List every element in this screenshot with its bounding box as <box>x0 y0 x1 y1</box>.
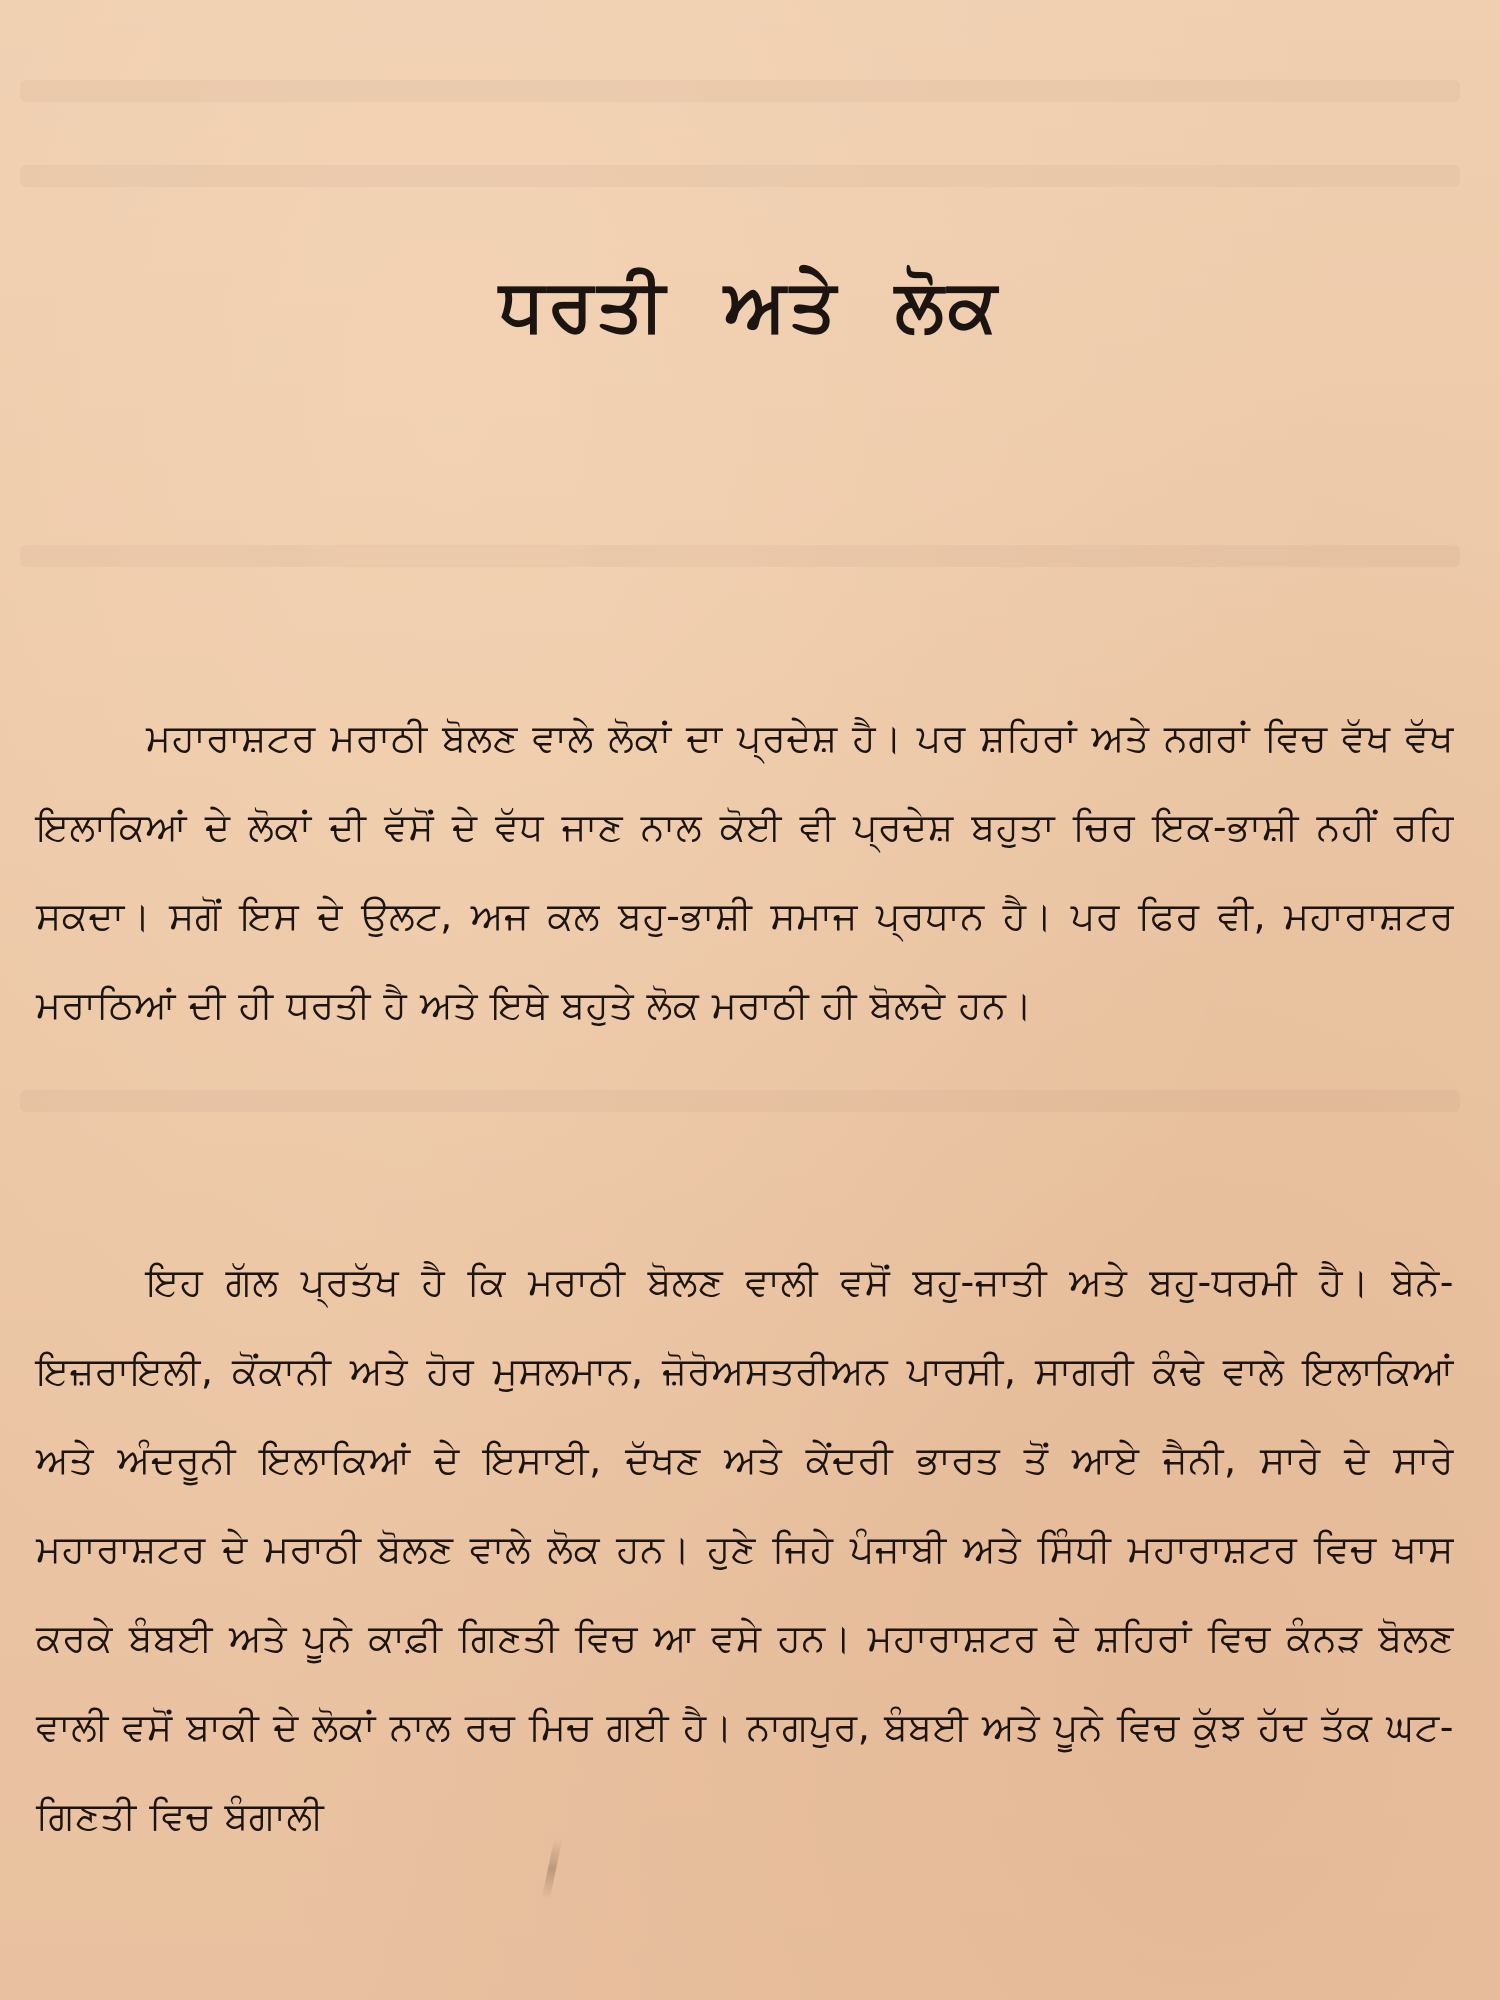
show-through-text <box>20 1090 1460 1112</box>
paragraph-1: ਮਹਾਰਾਸ਼ਟਰ ਮਰਾਠੀ ਬੋਲਣ ਵਾਲੇ ਲੋਕਾਂ ਦਾ ਪ੍ਰਦੇਸ਼ ਹੈ। ਪਰ ਸ਼ਹਿਰਾਂ ਅਤੇ ਨਗਰਾਂ ਵਿਚ ਵੱਖ ਵੱਖ ਇਲਾਕਿਆਂ ਦੇ ਲੋਕਾਂ ਦੀ ਵੱਸੋਂ ਦੇ ਵੱਧ ਜਾਣ ਨਾਲ ਕੋਈ ਵੀ ਪ੍ਰਦੇਸ਼ ਬਹੁਤਾ ਚਿਰ ਇਕ-ਭਾਸ਼ੀ ਨਹੀਂ ਰਹਿ ਸਕਦਾ। ਸਗੋਂ ਇਸ ਦੇ ਉਲਟ, ਅਜ ਕਲ ਬਹੁ-ਭਾਸ਼ੀ ਸਮਾਜ ਪ੍ਰਧਾਨ ਹੈ। ਪਰ ਫਿਰ ਵੀ, ਮਹਾਰਾਸ਼ਟਰ ਮਰਾਠਿਆਂ ਦੀ ਹੀ ਧਰਤੀ ਹੈ ਅਤੇ ਇਥੇ ਬਹੁਤੇ ਲੋਕ ਮਰਾਠੀ ਹੀ ਬੋਲਦੇ ਹਨ। <box>36 716 1454 1027</box>
paragraph-2: ਇਹ ਗੱਲ ਪ੍ਰਤੱਖ ਹੈ ਕਿ ਮਰਾਠੀ ਬੋਲਣ ਵਾਲੀ ਵਸੋਂ ਬਹੁ-ਜਾਤੀ ਅਤੇ ਬਹੁ-ਧਰਮੀ ਹੈ। ਬੇਨੇ-ਇਜ਼ਰਾਇਲੀ, ਕੋਂਕਾਨੀ ਅਤੇ ਹੋਰ ਮੁਸਲਮਾਨ, ਜ਼ੋਰੋਅਸਤਰੀਅਨ ਪਾਰਸੀ, ਸਾਗਰੀ ਕੰਢੇ ਵਾਲੇ ਇਲਾਕਿਆਂ ਅਤੇ ਅੰਦਰੂਨੀ ਇਲਾਕਿਆਂ ਦੇ ਇਸਾਈ, ਦੱਖਣ ਅਤੇ ਕੇਂਦਰੀ ਭਾਰਤ ਤੋਂ ਆਏ ਜੈਨੀ, ਸਾਰੇ ਦੇ ਸਾਰੇ ਮਹਾਰਾਸ਼ਟਰ ਦੇ ਮਰਾਠੀ ਬੋਲਣ ਵਾਲੇ ਲੋਕ ਹਨ। ਹੁਣੇ ਜਿਹੇ ਪੰਜਾਬੀ ਅਤੇ ਸਿੰਧੀ ਮਹਾਰਾਸ਼ਟਰ ਵਿਚ ਖਾਸ ਕਰਕੇ ਬੰਬਈ ਅਤੇ ਪੂਨੇ ਕਾਫ਼ੀ ਗਿਣਤੀ ਵਿਚ ਆ ਵਸੇ ਹਨ। ਮਹਾਰਾਸ਼ਟਰ ਦੇ ਸ਼ਹਿਰਾਂ ਵਿਚ ਕੰਨੜ ਬੋਲਣ ਵਾਲੀ ਵਸੋਂ ਬਾਕੀ ਦੇ ਲੋਕਾਂ ਨਾਲ ਰਚ ਮਿਚ ਗਈ ਹੈ। ਨਾਗਪੁਰ, ਬੰਬਈ ਅਤੇ ਪੂਨੇ ਵਿਚ ਕੁੱਝ ਹੱਦ ਤੱਕ ਘਟ-ਗਿਣਤੀ ਵਿਚ ਬੰਗਾਲੀ <box>36 1260 1454 1838</box>
chapter-title: ਧਰਤੀ ਅਤੇ ਲੋਕ <box>499 263 1001 347</box>
show-through-text <box>20 545 1460 567</box>
show-through-text <box>20 80 1460 102</box>
show-through-text <box>20 165 1460 187</box>
